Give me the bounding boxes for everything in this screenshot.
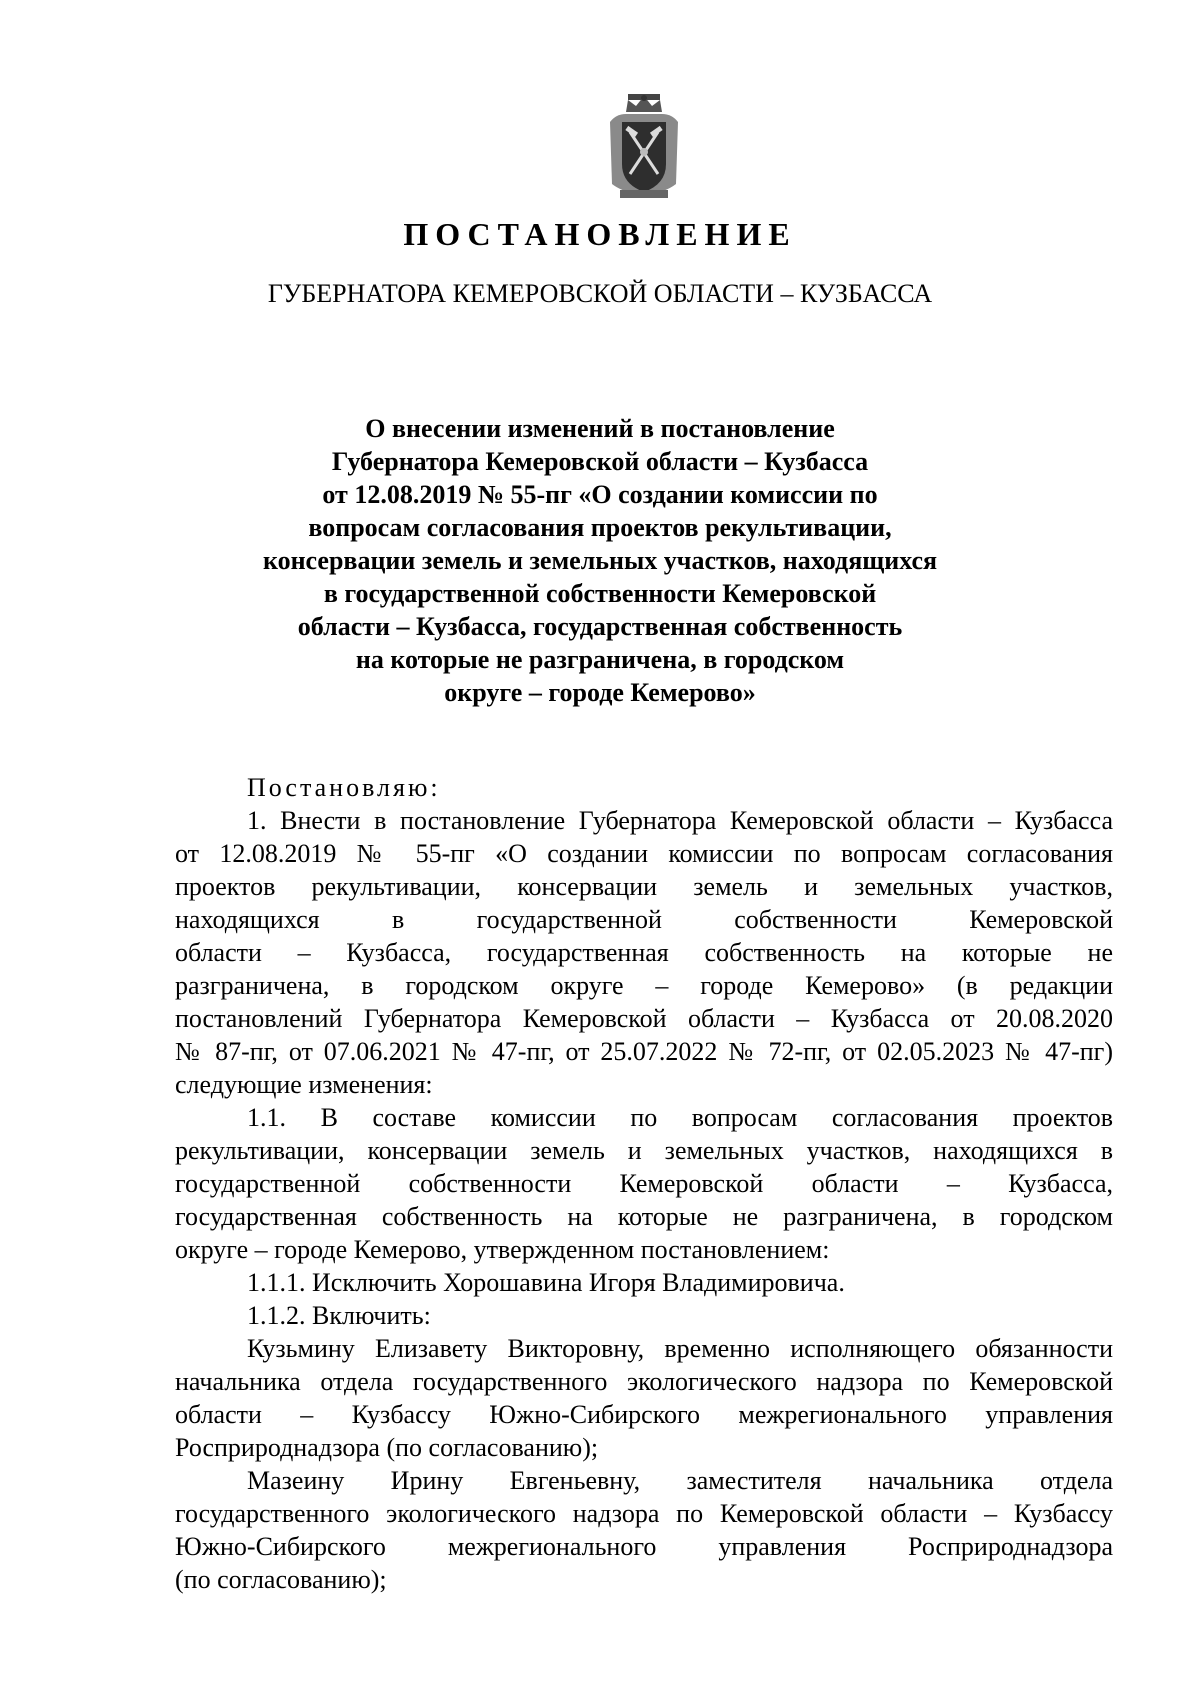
title-line: Губернатора Кемеровской области – Кузбасса — [331, 447, 869, 476]
body-line: Мазеину Ирину Евгеньевну, заместителя начальника отдела — [247, 1466, 1113, 1495]
issuer-heading: ГУБЕРНАТОРА КЕМЕРОВСКОЙ ОБЛАСТИ – КУЗБАССА — [267, 279, 933, 308]
body-line: находящихся в государственной собственности Кемеровской — [175, 905, 1113, 934]
body-line: области – Кузбассу Южно-Сибирского межрегионального управления — [175, 1400, 1113, 1429]
resolution-word: Постановляю: — [247, 773, 441, 802]
body-line: разграничена, в городском округе – городе Кемерово» (в редакции — [175, 971, 1113, 1000]
body-line: области – Кузбасса, государственная собственность на которые не — [175, 938, 1113, 967]
body-line: 1.1. В составе комиссии по вопросам согласования проектов — [247, 1103, 1113, 1132]
body-line: (по согласованию); — [175, 1565, 387, 1594]
body-line: Кузьмину Елизавету Викторовну, временно исполняющего обязанности — [247, 1334, 1113, 1363]
title-line: в государственной собственности Кемеровской — [323, 579, 877, 608]
body-line: от 12.08.2019 № 55-пг «О создании комиссии по вопросам согласования — [175, 839, 1113, 868]
body-line: государственной собственности Кемеровской области – Кузбасса, — [175, 1169, 1113, 1198]
title-line: на которые не разграничена, в городском — [355, 645, 845, 674]
body-line: рекультивации, консервации земель и земельных участков, находящихся в — [175, 1136, 1113, 1165]
document-type-heading: ПОСТАНОВЛЕНИЕ — [403, 216, 797, 252]
body-line: Росприроднадзора (по согласованию); — [175, 1433, 599, 1462]
body-line: 1.1.2. Включить: — [247, 1301, 431, 1330]
document-title — [250, 412, 950, 709]
body-line: государственная собственность на которые не разграничена, в городском — [175, 1202, 1113, 1231]
body-line: 1. Внести в постановление Губернатора Кемеровской области – Кузбасса — [247, 806, 1113, 835]
title-line: консервации земель и земельных участков, находящихся — [262, 546, 938, 575]
title-line: вопросам согласования проектов рекультивации, — [308, 513, 892, 542]
title-line: области – Кузбасса, государственная собственность — [297, 612, 903, 641]
body-line: округе – городе Кемерово, утвержденном постановлением: — [175, 1235, 830, 1264]
body-line: следующие изменения: — [175, 1070, 433, 1099]
title-line: от 12.08.2019 № 55-пг «О создании комиссии по — [322, 480, 878, 509]
body-line: государственного экологического надзора по Кемеровской области – Кузбассу — [175, 1499, 1113, 1528]
body-line: Южно-Сибирского межрегионального управления Росприроднадзора — [175, 1532, 1113, 1561]
title-line: О внесении изменений в постановление — [365, 414, 835, 443]
document-body — [175, 771, 1113, 1596]
title-line: округе – городе Кемерово» — [444, 678, 756, 707]
body-line: начальника отдела государственного экологического надзора по Кемеровской — [175, 1367, 1113, 1396]
body-line: 1.1.1. Исключить Хорошавина Игоря Владимировича. — [247, 1268, 845, 1297]
body-line: проектов рекультивации, консервации земель и земельных участков, — [175, 872, 1113, 901]
coat-of-arms-emblem — [606, 92, 682, 202]
body-line: № 87-пг, от 07.06.2021 № 47-пг, от 25.07.2022 № 72-пг, от 02.05.2023 № 47-пг) — [175, 1037, 1113, 1066]
body-line: постановлений Губернатора Кемеровской области – Кузбасса от 20.08.2020 — [175, 1004, 1113, 1033]
